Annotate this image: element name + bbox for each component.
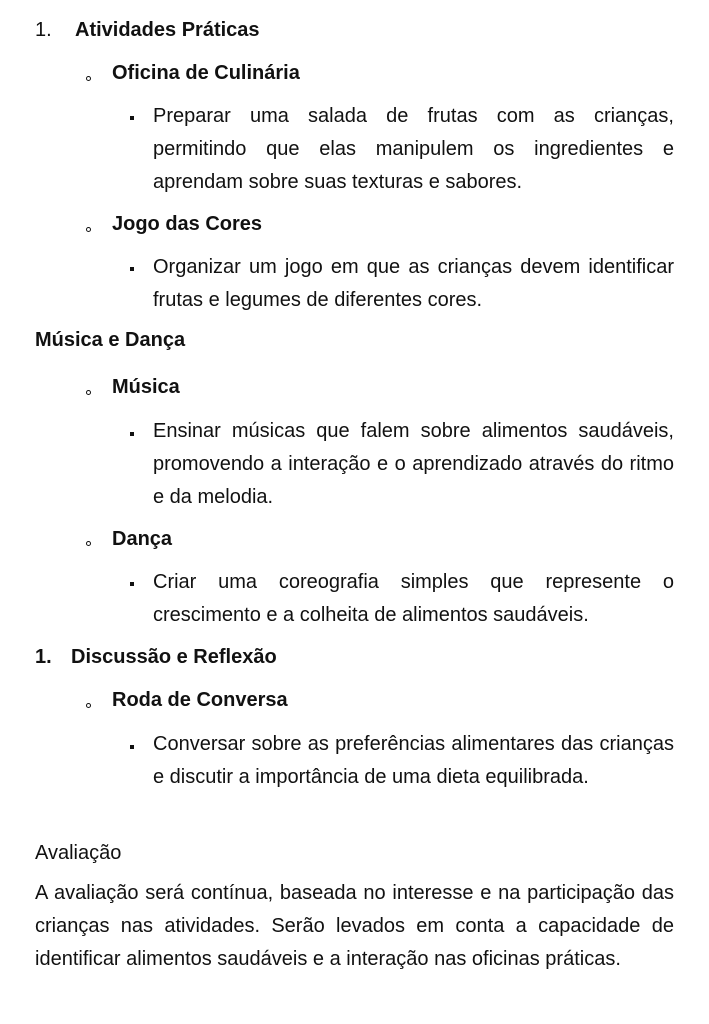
bullet-text-oficina: Preparar uma salada de frutas com as crianças, permitindo que elas manipulem os ingredientes e aprendam sobre suas texturas e sabores. xyxy=(153,105,674,193)
circle-bullet-icon xyxy=(86,76,91,81)
circle-bullet-icon xyxy=(86,703,91,708)
bullet-text-roda: Conversar sobre as preferências alimentares das crianças e discutir a importância de uma dieta equilibrada. xyxy=(153,733,674,788)
bullet-text-danca: Criar uma coreografia simples que represente o crescimento e a colheita de alimentos saudáveis. xyxy=(153,571,674,626)
section-heading-atividades: Atividades Práticas xyxy=(75,19,260,41)
circle-bullet-icon xyxy=(86,541,91,546)
subheading-roda: Roda de Conversa xyxy=(112,689,288,711)
circle-bullet-icon xyxy=(86,390,91,395)
list-number: 1. xyxy=(35,19,52,41)
bullet-text-jogo: Organizar um jogo em que as crianças devem identificar frutas e legumes de diferentes cores. xyxy=(153,256,674,311)
subheading-jogo: Jogo das Cores xyxy=(112,213,263,235)
square-bullet-icon xyxy=(130,116,134,120)
square-bullet-icon xyxy=(130,582,134,586)
evaluation-text: A avaliação será contínua, baseada no interesse e na participação das crianças nas atividades. Serão levados em conta a capacidade de identificar alimentos saudáveis e a interação nas oficinas práticas. xyxy=(35,882,674,970)
bullet-text-musica: Ensinar músicas que falem sobre alimentos saudáveis, promovendo a interação e o aprendizado através do ritmo e da melodia. xyxy=(153,420,674,508)
subheading-musica: Música xyxy=(112,376,180,398)
evaluation-heading: Avaliação xyxy=(35,842,122,864)
square-bullet-icon xyxy=(130,432,134,436)
subheading-oficina: Oficina de Culinária xyxy=(112,62,300,84)
section-heading-musica-danca: Música e Dança xyxy=(35,329,186,351)
list-number: 1. xyxy=(35,646,52,668)
circle-bullet-icon xyxy=(86,227,91,232)
square-bullet-icon xyxy=(130,267,134,271)
section-heading-discussao: Discussão e Reflexão xyxy=(71,646,277,668)
subheading-danca: Dança xyxy=(112,528,173,550)
square-bullet-icon xyxy=(130,745,134,749)
